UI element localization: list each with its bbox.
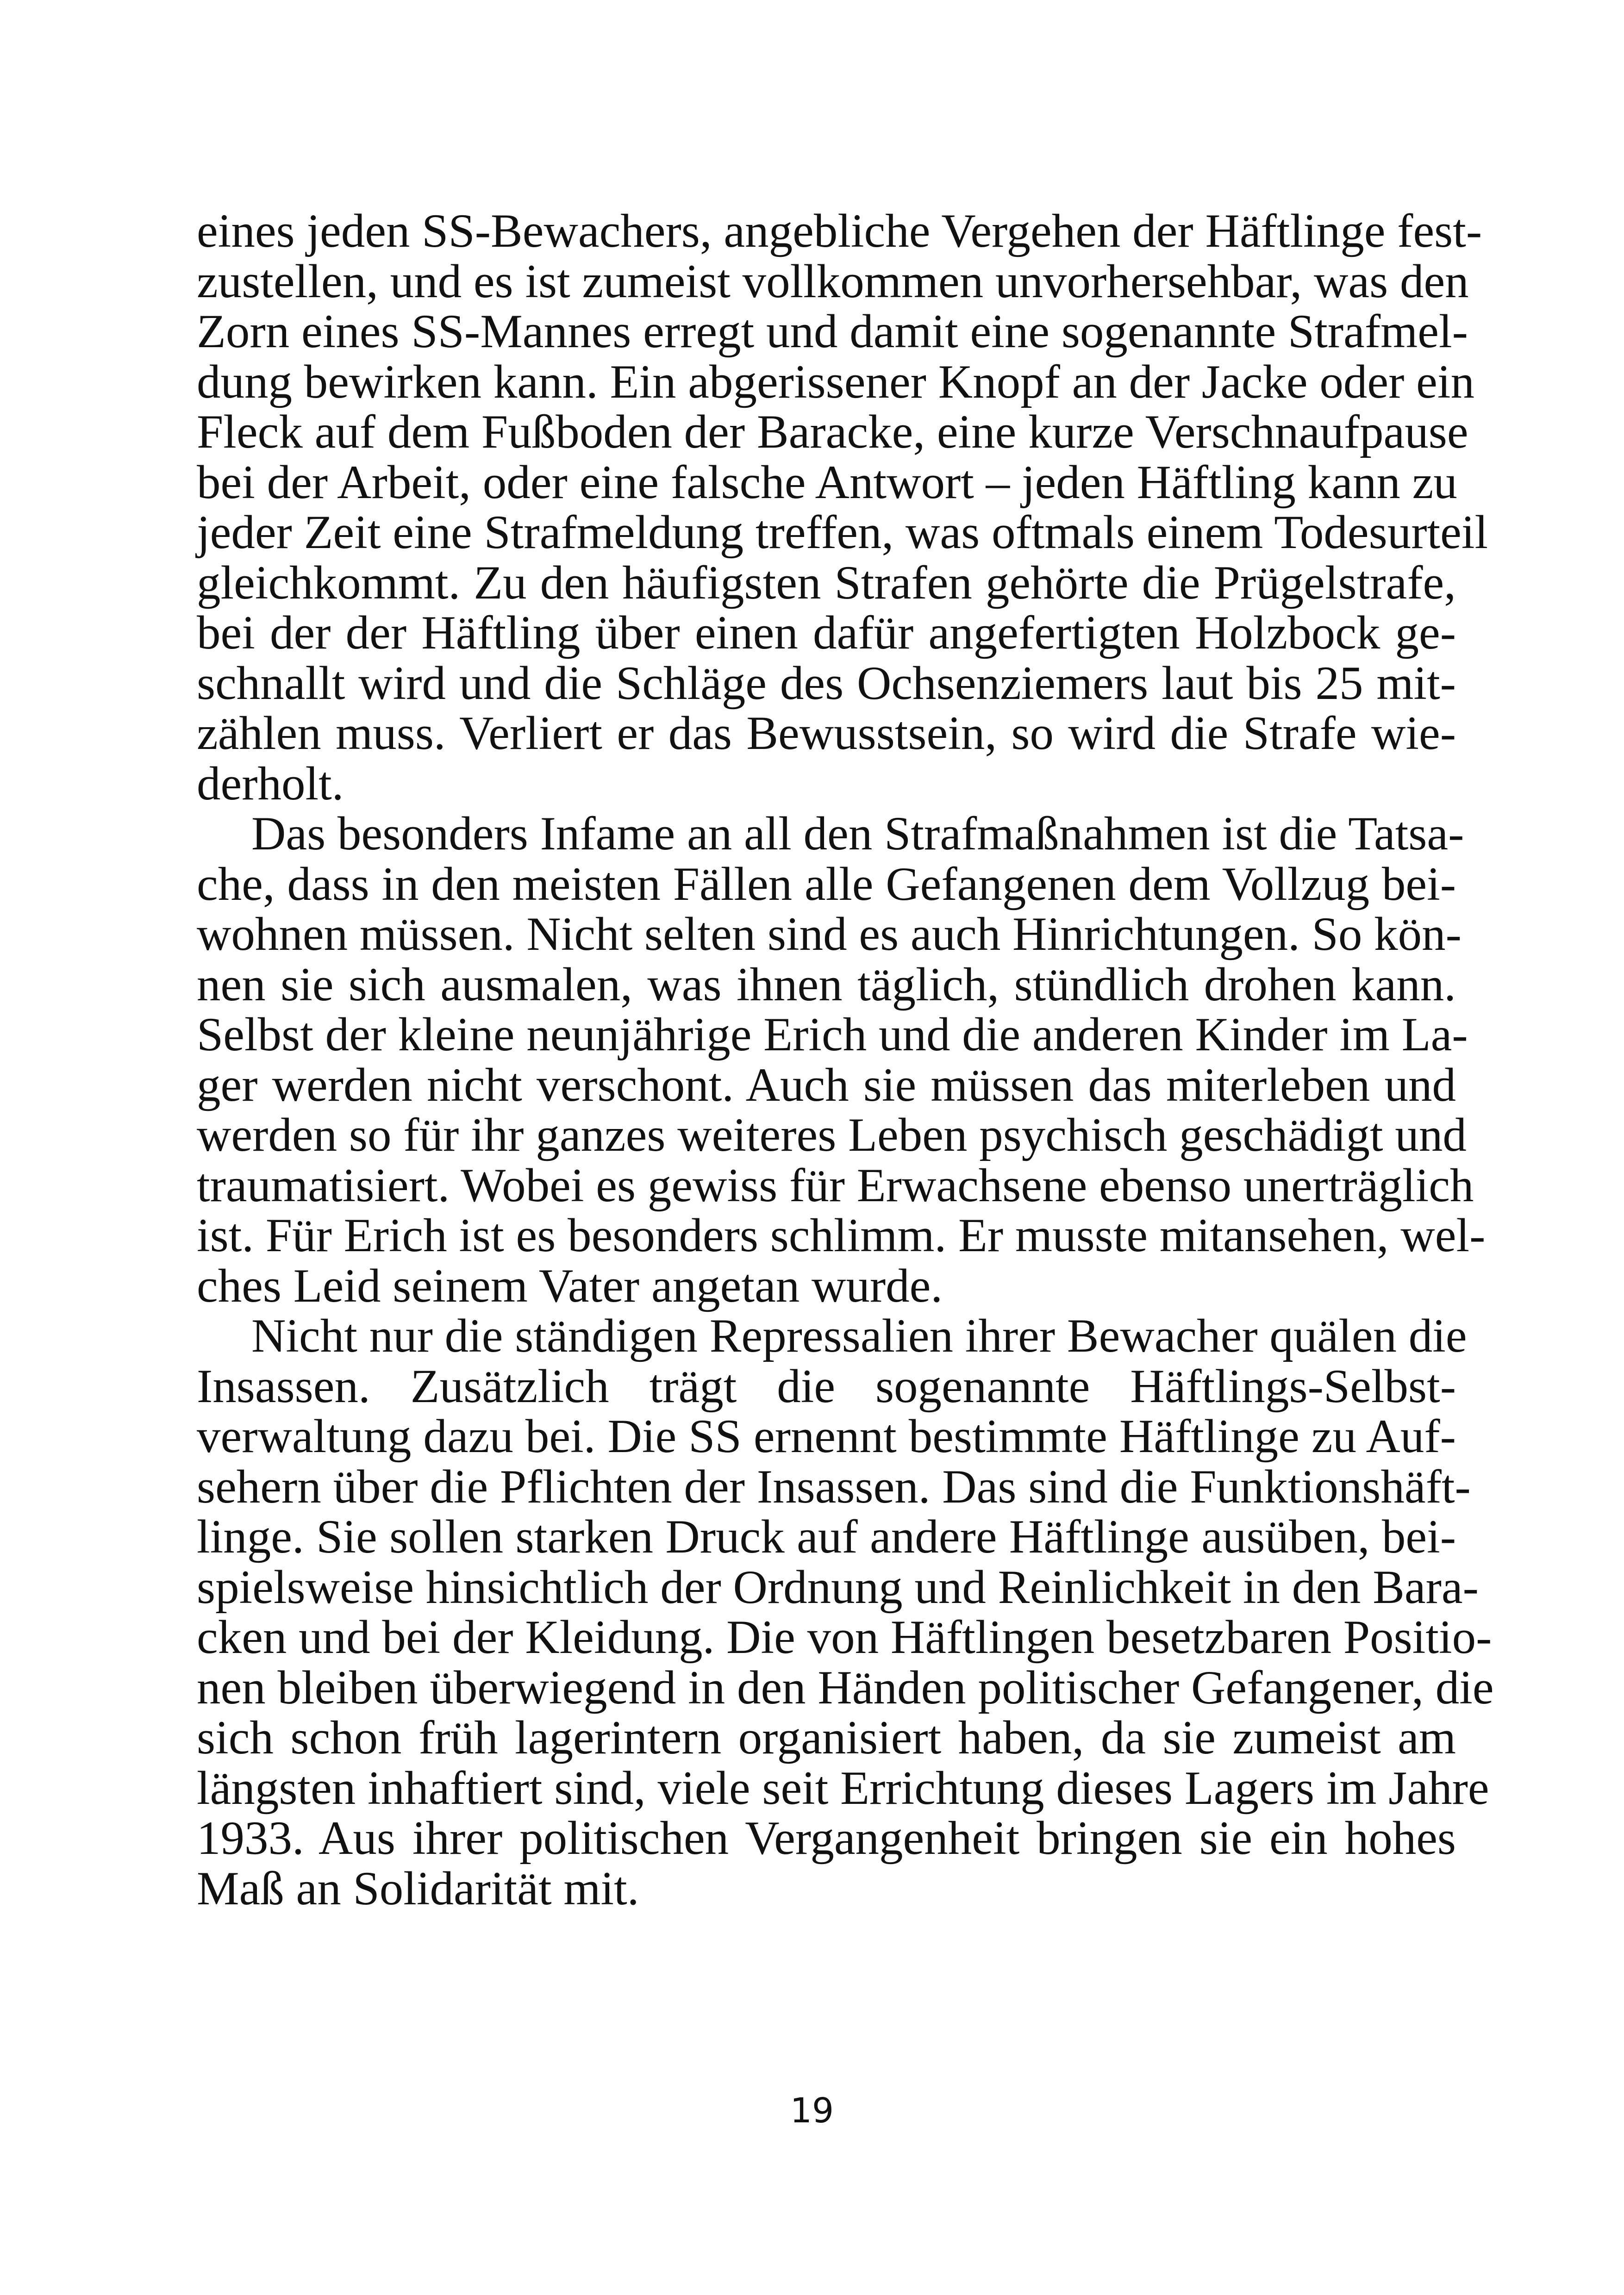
text-line: zustellen, und es ist zumeist vollkommen unvorhersehbar, was den <box>197 255 1469 308</box>
page-number: 19 <box>790 2091 834 2131</box>
paragraph <box>197 205 1488 810</box>
text-line: cken und bei der Kleidung. Die von Häftlingen besetzbaren Positio- <box>197 1611 1492 1664</box>
text-line: schnallt wird und die Schläge des Ochsenziemers laut bis 25 mit- <box>197 656 1456 710</box>
text-line: Nicht nur die ständigen Repressalien ihrer Bewacher quälen die <box>251 1310 1467 1362</box>
text-line: gleichkommt. Zu den häufigsten Strafen gehörte die Prügelstrafe, <box>197 556 1456 609</box>
text-line: bei der Arbeit, oder eine falsche Antwort – jeden Häftling kann zu <box>197 455 1457 509</box>
text-line: Zorn eines SS-Mannes erregt und damit eine sogenannte Strafmel- <box>197 305 1468 358</box>
text-line: dung bewirken kann. Ein abgerissener Knopf an der Jacke oder ein <box>197 355 1474 408</box>
text-line: linge. Sie sollen starken Druck auf andere Häftlinge ausüben, bei- <box>197 1510 1456 1563</box>
text-line: werden so für ihr ganzes weiteres Leben psychisch geschädigt und <box>197 1109 1467 1161</box>
text-line: eines jeden SS-Bewachers, angebliche Vergehen der Häftlinge fest- <box>197 205 1482 257</box>
text-line: längsten inhaftiert sind, viele seit Errichtung dieses Lagers im Jahre <box>197 1761 1489 1815</box>
text-line: Das besonders Infame an all den Strafmaßnahmen ist die Tatsa- <box>251 807 1464 860</box>
text-line: sehern über die Pflichten der Insassen. Das sind die Funktionshäft- <box>197 1460 1471 1513</box>
text-line: jeder Zeit eine Strafmeldung treffen, was oftmals einem Todesurteil <box>197 506 1488 559</box>
text-line: traumatisiert. Wobei es gewiss für Erwachsene ebenso unerträglich <box>197 1159 1474 1212</box>
text-line: derholt. <box>197 757 344 810</box>
paragraph <box>197 1310 1494 1915</box>
paragraph <box>197 807 1486 1312</box>
text-line: verwaltung dazu bei. Die SS ernennt bestimmte Häftlinge zu Auf- <box>197 1410 1456 1463</box>
text-line: ches Leid seinem Vater angetan wurde. <box>197 1259 943 1312</box>
text-line: 1933. Aus ihrer politischen Vergangenheit bringen sie ein hohes <box>197 1812 1456 1865</box>
text-line: nen bleiben überwiegend in den Händen politischer Gefangener, die <box>197 1661 1494 1714</box>
text-line: nen sie sich ausmalen, was ihnen täglich, stündlich drohen kann. <box>197 958 1456 1011</box>
text-line: Selbst der kleine neunjährige Erich und die anderen Kinder im La- <box>197 1008 1468 1061</box>
text-line: wohnen müssen. Nicht selten sind es auch Hinrichtungen. So kön- <box>197 908 1462 960</box>
text-line: sich schon früh lagerintern organisiert haben, da sie zumeist am <box>197 1711 1456 1764</box>
text-line: bei der der Häftling über einen dafür angefertigten Holzbock ge- <box>197 606 1456 659</box>
text-line: ist. Für Erich ist es besonders schlimm. Er musste mitansehen, wel- <box>197 1209 1486 1262</box>
body-text <box>197 205 1494 1915</box>
text-line: Insassen. Zusätzlich trägt die sogenannte Häftlings-Selbst- <box>197 1360 1456 1413</box>
text-line: Maß an Solidarität mit. <box>197 1862 639 1915</box>
text-line: che, dass in den meisten Fällen alle Gefangenen dem Vollzug bei- <box>197 857 1456 911</box>
text-line: Fleck auf dem Fußboden der Baracke, eine kurze Verschnaufpause <box>197 405 1468 458</box>
text-line: spielsweise hinsichtlich der Ordnung und Reinlichkeit in den Bara- <box>197 1560 1479 1614</box>
text-line: ger werden nicht verschont. Auch sie müssen das miterleben und <box>197 1058 1456 1111</box>
text-line: zählen muss. Verliert er das Bewusstsein, so wird die Strafe wie- <box>197 707 1456 760</box>
